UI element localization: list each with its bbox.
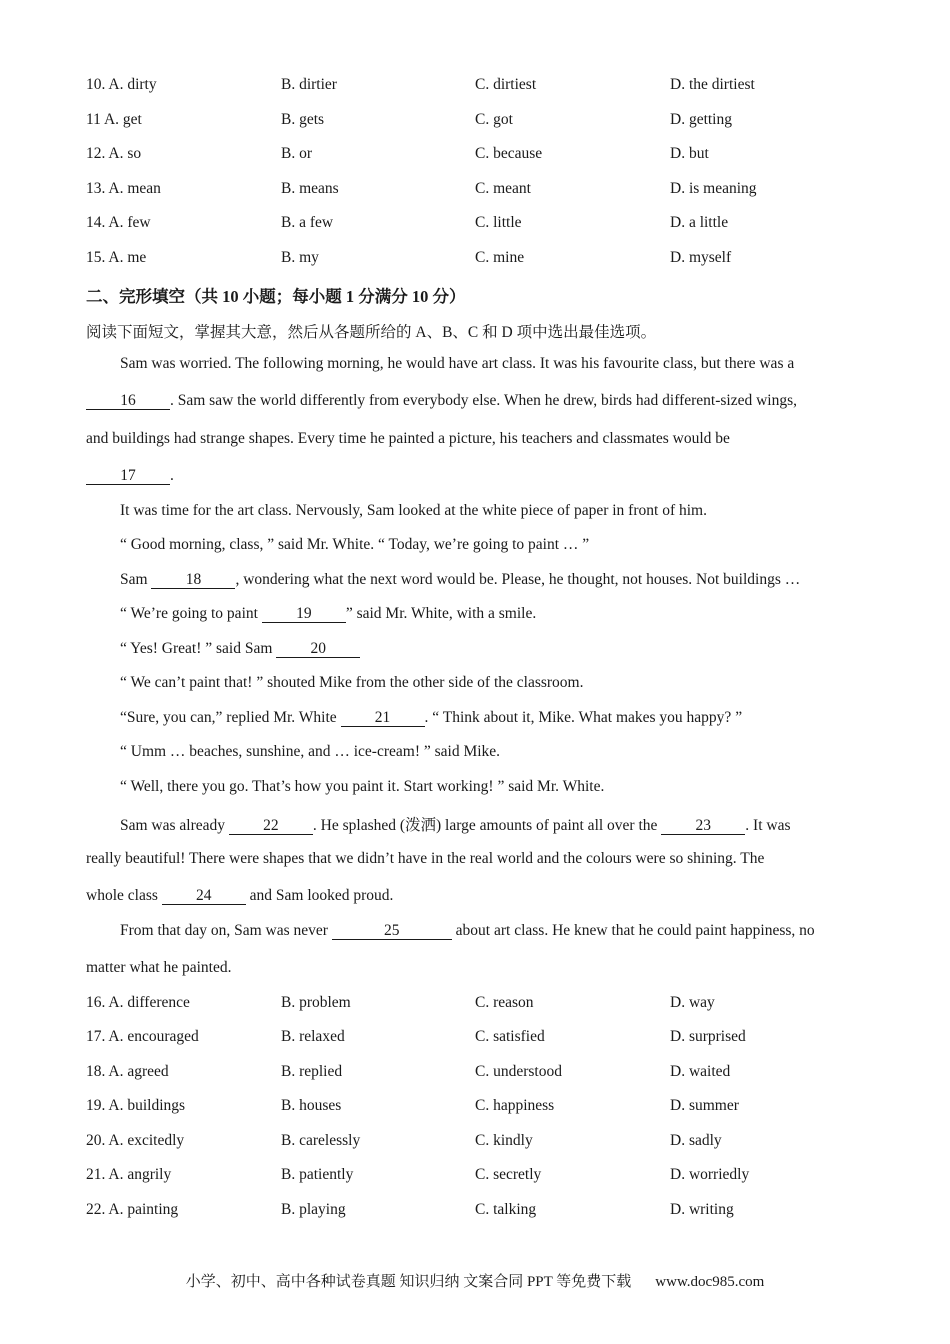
option-b: B. my bbox=[281, 249, 319, 266]
passage-line: “ Well, there you go. That’s how you paint it. Start working! ” said Mr. White. bbox=[120, 778, 605, 795]
question-row-11 bbox=[86, 111, 886, 135]
passage-line: and buildings had strange shapes. Every time he painted a picture, his teachers and classmates would be bbox=[86, 430, 730, 447]
option-d: D. the dirtiest bbox=[670, 76, 755, 93]
option-d: D. sadly bbox=[670, 1132, 722, 1149]
question-row-21 bbox=[86, 1166, 886, 1190]
option-b: B. carelessly bbox=[281, 1132, 361, 1149]
passage-line: It was time for the art class. Nervously, Sam looked at the white piece of paper in front of him. bbox=[120, 502, 707, 519]
option-c: C. mine bbox=[475, 249, 525, 266]
option-b: B. a few bbox=[281, 214, 334, 231]
option-d: D. writing bbox=[670, 1201, 734, 1218]
section-instruction: 阅读下面短文，掌握其大意，然后从各题所给的 A、B、C 和 D 项中选出最佳选项。 bbox=[86, 324, 657, 341]
option-b: B. playing bbox=[281, 1201, 346, 1218]
passage-line: matter what he painted. bbox=[86, 959, 232, 976]
option-d: D. myself bbox=[670, 249, 732, 266]
option-b: B. houses bbox=[281, 1097, 342, 1114]
blank-25: 25 bbox=[332, 922, 452, 940]
option-c: C. kindly bbox=[475, 1132, 533, 1149]
footer-site-link[interactable]: www.doc985.com bbox=[655, 1274, 765, 1290]
option-c: C. reason bbox=[475, 994, 534, 1011]
option-a: 19. A. buildings bbox=[86, 1097, 186, 1114]
option-a: 20. A. excitedly bbox=[86, 1132, 185, 1149]
passage-line: really beautiful! There were shapes that we didn’t have in the real world and the colours were so shining. The bbox=[86, 850, 765, 867]
blank-17: 17 bbox=[86, 467, 170, 485]
option-b: B. or bbox=[281, 145, 312, 162]
option-a: 21. A. angrily bbox=[86, 1166, 172, 1183]
passage-line: Sam was worried. The following morning, he would have art class. It was his favourite class, but there was a bbox=[120, 355, 795, 372]
passage-line: “ We’re going to paint 19 ” said Mr. White, with a smile. bbox=[120, 605, 537, 622]
passage-line: Sam 18 , wondering what the next word would be. Please, he thought, not houses. Not buildings … bbox=[120, 571, 801, 588]
passage-line: whole class 24 and Sam looked proud. bbox=[86, 887, 394, 904]
option-a: 15. A. me bbox=[86, 249, 147, 266]
option-b: B. gets bbox=[281, 111, 325, 128]
option-c: C. meant bbox=[475, 180, 531, 197]
option-a: 16. A. difference bbox=[86, 994, 190, 1011]
option-d: D. but bbox=[670, 145, 709, 162]
blank-19: 19 bbox=[262, 605, 346, 623]
option-a: 11 A. get bbox=[86, 111, 142, 128]
question-row-17 bbox=[86, 1028, 886, 1052]
option-b: B. relaxed bbox=[281, 1028, 345, 1045]
option-a: 13. A. mean bbox=[86, 180, 161, 197]
question-row-15 bbox=[86, 249, 886, 273]
option-c: C. satisfied bbox=[475, 1028, 545, 1045]
option-b: B. dirtier bbox=[281, 76, 337, 93]
option-c: C. little bbox=[475, 214, 522, 231]
question-row-22 bbox=[86, 1201, 886, 1225]
option-d: D. a little bbox=[670, 214, 729, 231]
section-title: 二、完形填空（共 10 小题；每小题 1 分满分 10 分） bbox=[86, 287, 466, 306]
passage-line: “ Yes! Great! ” said Sam 20 bbox=[120, 640, 360, 658]
option-c: C. dirtiest bbox=[475, 76, 537, 93]
option-a: 10. A. dirty bbox=[86, 76, 157, 93]
option-c: C. happiness bbox=[475, 1097, 555, 1114]
option-b: B. means bbox=[281, 180, 339, 197]
option-d: D. worriedly bbox=[670, 1166, 750, 1183]
passage-line: Sam was already 22 . He splashed (泼洒) large amounts of paint all over the 23 . It was bbox=[120, 817, 791, 834]
option-a: 17. A. encouraged bbox=[86, 1028, 199, 1045]
question-row-18 bbox=[86, 1063, 886, 1087]
question-row-20 bbox=[86, 1132, 886, 1156]
option-c: C. understood bbox=[475, 1063, 562, 1080]
option-b: B. replied bbox=[281, 1063, 343, 1080]
blank-23: 23 bbox=[661, 817, 745, 835]
option-a: 22. A. painting bbox=[86, 1201, 179, 1218]
question-row-10 bbox=[86, 76, 886, 100]
question-row-13 bbox=[86, 180, 886, 204]
blank-21: 21 bbox=[341, 709, 425, 727]
passage-line: “Sure, you can,” replied Mr. White 21 . “ Think about it, Mike. What makes you happy? ” bbox=[120, 709, 743, 726]
passage-line: “ Umm … beaches, sunshine, and … ice-cream! ” said Mike. bbox=[120, 743, 501, 760]
passage-line: “ Good morning, class, ” said Mr. White. “ Today, we’re going to paint … ” bbox=[120, 536, 590, 553]
option-b: B. problem bbox=[281, 994, 351, 1011]
option-d: D. way bbox=[670, 994, 715, 1011]
question-row-12 bbox=[86, 145, 886, 169]
option-c: C. got bbox=[475, 111, 513, 128]
question-row-19 bbox=[86, 1097, 886, 1121]
blank-16: 16 bbox=[86, 392, 170, 410]
option-d: D. surprised bbox=[670, 1028, 746, 1045]
option-d: D. getting bbox=[670, 111, 732, 128]
blank-20: 20 bbox=[276, 640, 360, 658]
option-c: C. secretly bbox=[475, 1166, 542, 1183]
blank-22: 22 bbox=[229, 817, 313, 835]
option-c: C. talking bbox=[475, 1201, 537, 1218]
page-footer bbox=[0, 1270, 950, 1291]
passage-line: “ We can’t paint that! ” shouted Mike from the other side of the classroom. bbox=[120, 674, 584, 691]
question-row-14 bbox=[86, 214, 886, 238]
blank-18: 18 bbox=[151, 571, 235, 589]
passage-line: 16 . Sam saw the world differently from everybody else. When he drew, birds had different-sized wings, bbox=[86, 392, 797, 410]
option-d: D. summer bbox=[670, 1097, 739, 1114]
option-d: D. waited bbox=[670, 1063, 731, 1080]
question-row-16 bbox=[86, 994, 886, 1018]
option-c: C. because bbox=[475, 145, 543, 162]
option-a: 12. A. so bbox=[86, 145, 142, 162]
option-a: 14. A. few bbox=[86, 214, 151, 231]
passage-line: From that day on, Sam was never 25 about art class. He knew that he could paint happiness, no bbox=[120, 922, 815, 939]
blank-24: 24 bbox=[162, 887, 246, 905]
footer-text: 小学、初中、高中各种试卷真题 知识归纳 文案合同 PPT 等免费下载 bbox=[185, 1274, 632, 1290]
option-d: D. is meaning bbox=[670, 180, 757, 197]
option-b: B. patiently bbox=[281, 1166, 354, 1183]
option-a: 18. A. agreed bbox=[86, 1063, 169, 1080]
passage-line: 17 . bbox=[86, 467, 174, 485]
